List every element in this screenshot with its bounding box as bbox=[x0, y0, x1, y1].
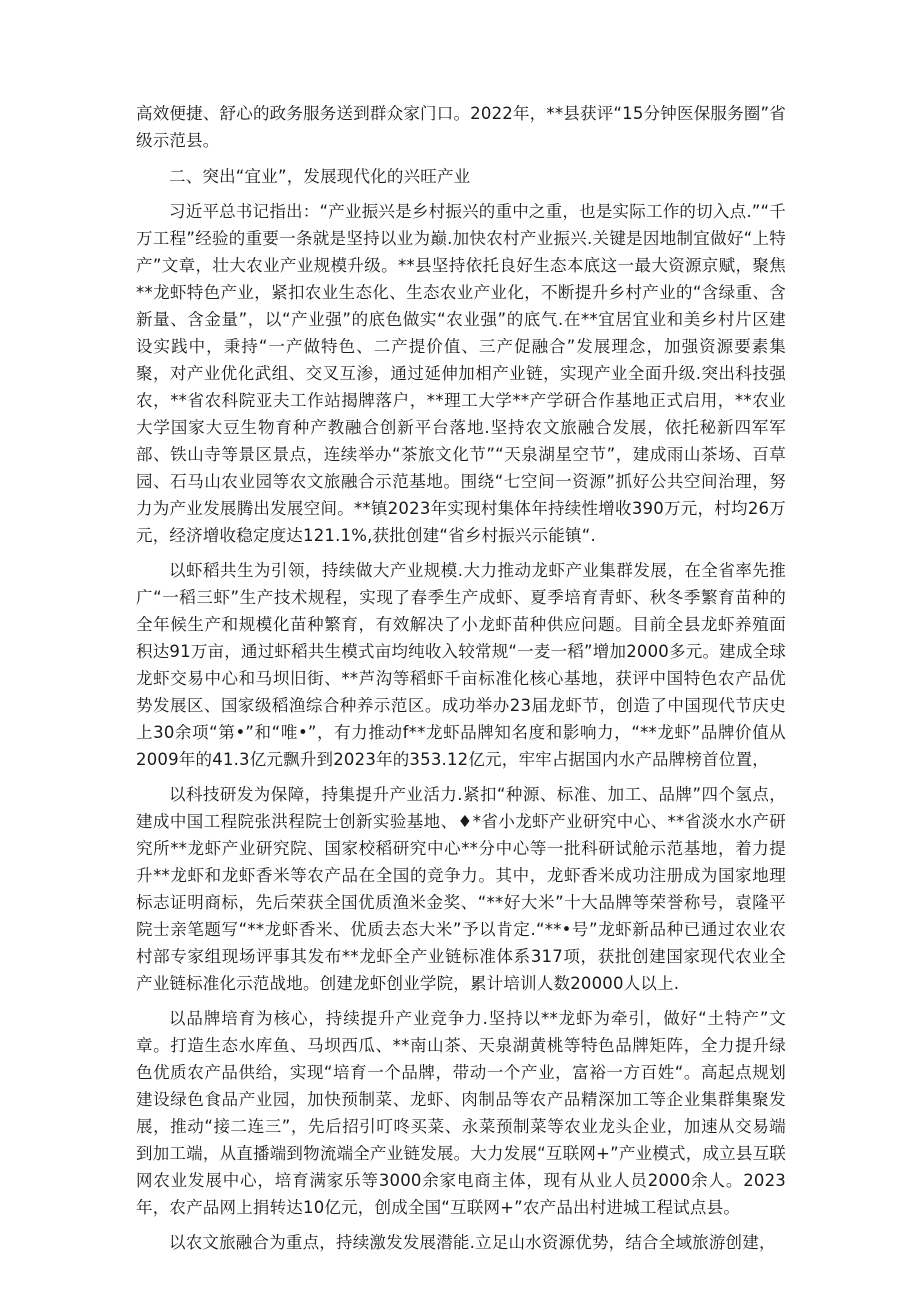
paragraph-intro: 习近平总书记指出：“产业振兴是乡村振兴的重中之重，也是实际工作的切入点.”“千万工程”经验的重要一条就是坚持以业为巅.加快农村产业振兴.关键是因地制宜做好“上特产”文章，壮大农业产业规模升级。**县坚持依托良好生态本底这一最大资源京赋，聚焦**龙虾特色产业，紧扣农业生态化、生态农业产业化，不断提升乡村产业的“含绿重、含新量、含金量”，以“产业强”的底色做实“农业强”的底气.在**宜居宜业和美乡村片区建设实践中，秉持“一产做特色、二产提价值、三产促融合”发展理念，加强资源要素集聚，对产业优化武组、交叉互渗，通过延伸加相产业链，实现产业全面升级.突出科技强农，**省农科院亚夫工作站揭牌落户，**理工大学**产学研合作基地正式启用，**农业大学国家大豆生物育种产教融合创新平台落地.坚持农文旅融合发展，依托秘新四军军部、铁山寺等景区景点，连续举办“茶旅文化节”“天泉湖星空节”，建成雨山茶场、百草园、石马山农业园等农文旅融合示范基地。围绕“七空间一资源”抓好公共空间治理，努力为产业发展腾出发展空间。**镇2023年实现村集体年持续性增收390万元，村均26万元，经济增收稳定度达121.1%,获批创建“省乡村振兴示能镇“. bbox=[136, 202, 786, 545]
paragraph-tech-rd: 以科技研发为保障，持集提升产业活力.紧扣“种源、标准、加工、品牌”四个氢点，建成中国工程院张洪程院士创新实验基地、♦*省小龙虾产业研究中心、**省淡水水产研究所**龙虾产业研究院、国家校稻研究中心**分中心等一批科研试舱示范基地，着力提升**龙虾和龙虾香米等农产品在全国的竞争力。其中，龙虾香米成功注册成为国家地理标志证明商标，先后荣获全国优质渔米金奖、“**好大米”十大品牌等荣誉称号，袁隆平院士亲笔题写“**龙虾香米、优质去态大米”予以肯定.“**•号”龙虾新品种已通过农业农村部专家组现场评事其发布**龙虾全产业链标准体系317项，获批创建国家现代农业全产业链标准化示范战地。创建龙虾创业学院，累计培训人数20000人以上. bbox=[136, 785, 786, 993]
paragraph-agritourism: 以农文旅融合为重点，持续激发发展潜能.立足山水资源优势，结合全域旅游创建， bbox=[169, 1233, 776, 1252]
section-heading: 二、突出“宜业”，发展现代化的兴旺产业 bbox=[169, 167, 471, 186]
document-body bbox=[136, 100, 786, 1264]
paragraph-brand: 以品牌培育为核心，持续提升产业竞争力.坚持以**龙虾为牵引，做好“土特产”文章。打造生态水库鱼、马坝西瓜、**南山茶、天泉湖黄桃等特色品牌矩阵，全力提升绿色优质农产品供给，实现“培育一个品牌，带动一个产业，富裕一方百姓“。高起点规划建设绿色食品产业园，加快预制菜、龙虾、肉制品等农产品精深加工等企业集群集聚发展，推动“接二连三”，先后招引叮咚买菜、永菜预制菜等农业龙头企业，加速从交易端到加工端，从直播端到物流端全产业链发展。大力发展“互联网+”产业模式，成立县互联网农业发展中心，培育满家乐等3000余家电商主体，现有从业人员2000余人。2023年，农产品网上捐转达10亿元，创成全国“互联网+”农产品出村进城工程试点县。 bbox=[136, 1009, 786, 1217]
paragraph-shrimp-rice: 以虾稻共生为引领，持续做大产业规模.大力推动龙虾产业集群发展，在全省率先推广“一稻三虾”生产技术规程，实现了春季生产成虾、夏季培育青虾、秋冬季繁育苗种的全年候生产和规模化苗种繁育，有效解决了小龙虾苗种供应问题。目前全县龙虾养殖面积达91万亩，通过虾稻共生模式亩均纯收入较常规“一麦一稻”增加2000多元。建成全球龙虾交易中心和马坝旧街、**芦沟等稻虾千亩标准化核心基地，获评中国特色农产品优势发展区、国家级稻渔综合种养示范区。成功举办23届龙虾节，创造了中国现代节庆史上30余项“第•”和“唯•”，有力推动f**龙虾品牌知名度和影响力，“**龙虾”品牌价值从2009年的41.3亿元飘升到2023年的353.12亿元，牢牢占据国内水产品牌榜首位置， bbox=[136, 561, 786, 769]
paragraph-continuation: 高效便捷、舒心的政务服务送到群众家门口。2022年，**县获评“15分钟医保服务圈”省级示范县。 bbox=[136, 104, 786, 150]
